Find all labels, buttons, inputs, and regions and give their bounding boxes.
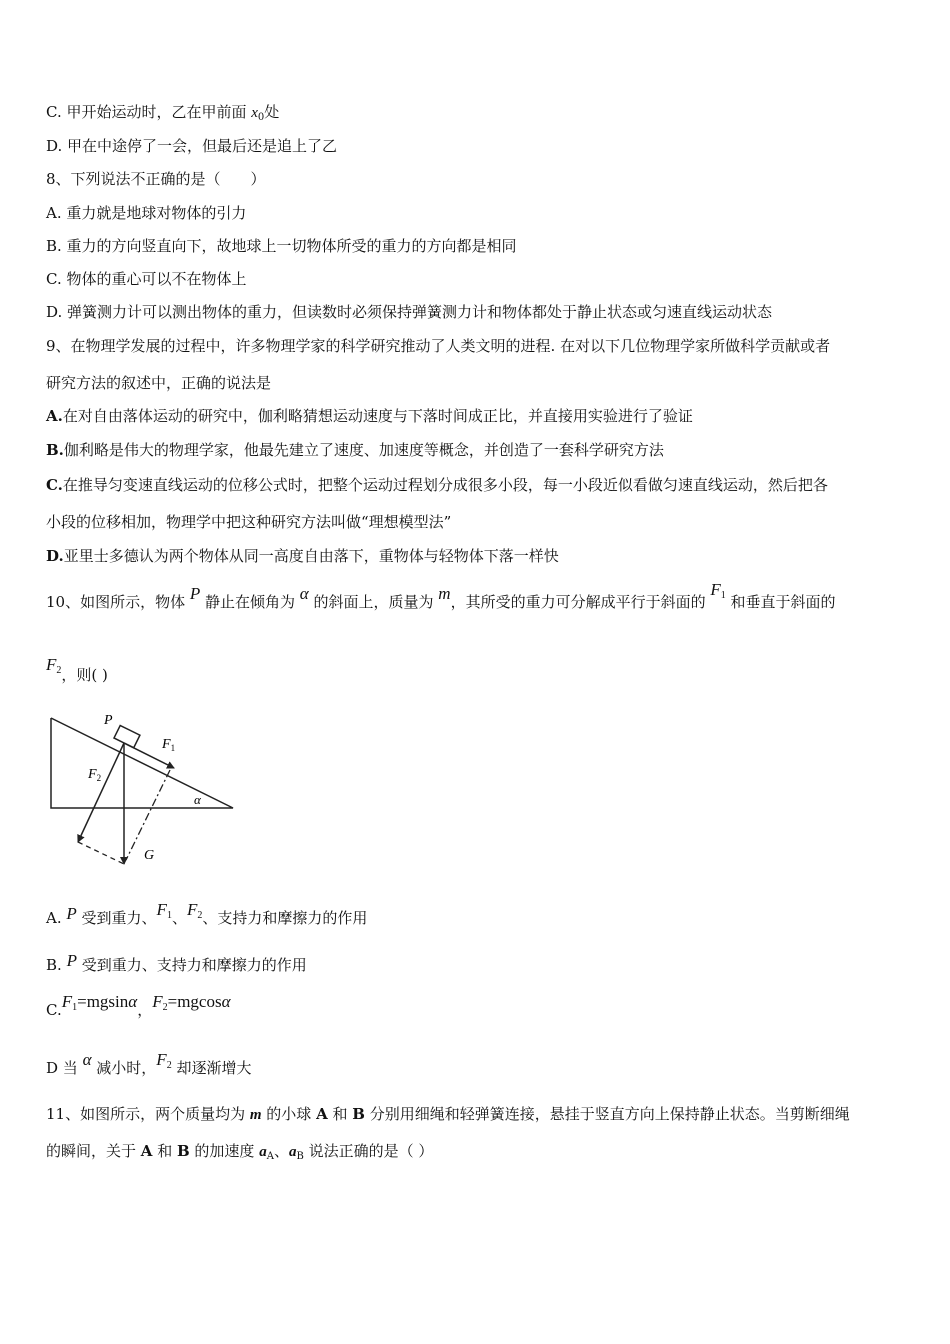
q10-option-b: B. P 受到重力、支持力和摩擦力的作用	[46, 951, 307, 974]
q9-stem-line-1: 9、在物理学发展的过程中，许多物理学家的科学研究推动了人类文明的进程. 在对以下几位物理学家所做科学贡献或者	[46, 337, 831, 355]
q9-option-b: B.伽利略是伟大的物理学家，他最先建立了速度、加速度等概念，并创造了一套科学研究方法	[46, 441, 664, 459]
q7-option-d: D. 甲在中途停了一会，但最后还是追上了乙	[46, 137, 338, 155]
q10-option-c: $C.F_1=mgsin\alpha$，$F_2=mgcos\alpha$	[46, 992, 231, 1019]
q10-option-d: D 当 α 减小时，$F_2$ 却逐渐增大	[46, 1050, 252, 1077]
incline-triangle	[51, 718, 233, 808]
q7-option-c: C. 甲开始运动时，乙在甲前面 $x_0$处	[46, 103, 280, 123]
q11-stem-line-1: 11、如图所示，两个质量均为 m 的小球 A 和 B 分别用细绳和轻弹簧连接，悬挂于竖直方向上保持静止状态。当剪断细绳	[46, 1105, 850, 1123]
label-f1: $F_1$	[162, 737, 176, 753]
q10-option-a: A. P 受到重力、$F_1$、$F_2$、支持力和摩擦力的作用	[46, 900, 368, 927]
label-p: P	[104, 713, 113, 728]
q10-stem-line-2: $F_2$，则( )	[46, 655, 108, 684]
q8-option-a: A. 重力就是地球对物体的引力	[46, 204, 247, 222]
q8-option-c: C. 物体的重心可以不在物体上	[46, 270, 247, 288]
q9-stem-line-2: 研究方法的叙述中，正确的说法是	[46, 374, 272, 392]
dashed-line-2	[126, 770, 170, 860]
q11-stem-line-2: 的瞬间，关于 A 和 B 的加速度 $a_A$、$a_B$ 说法正确的是（ ）	[46, 1142, 434, 1162]
q9-option-c-line-2: 小段的位移相加，物理学中把这种研究方法叫做“理想模型法”	[46, 513, 452, 531]
q9-option-d: D.亚里士多德认为两个物体从同一高度自由落下，重物体与轻物体下落一样快	[46, 547, 559, 565]
q8-option-b: B. 重力的方向竖直向下，故地球上一切物体所受的重力的方向都是相同	[46, 237, 517, 255]
q8-option-d: D. 弹簧测力计可以测出物体的重力，但读数时必须保持弹簧测力计和物体都处于静止状态或匀速直线运动状态	[46, 303, 773, 321]
f2-arrow	[78, 743, 124, 842]
dashed-line-1	[78, 842, 124, 864]
q10-stem-line-1: 10、如图所示，物体 P 静止在倾角为 α 的斜面上，质量为 m，其所受的重力可分解成平行于斜面的 $F_1$ 和垂直于斜面的	[46, 580, 836, 611]
label-alpha: α	[194, 792, 201, 807]
label-f2: $F_2$	[88, 767, 102, 783]
incline-force-diagram	[46, 708, 246, 873]
q8-stem: 8、下列说法不正确的是（ ）	[46, 170, 266, 188]
q9-option-c-line-1: C.在推导匀变速直线运动的位移公式时，把整个运动过程划分成很多小段，每一小段近似看做匀速直线运动，然后把各	[46, 476, 828, 494]
label-g: G	[144, 848, 155, 863]
q9-option-a: A.在对自由落体运动的研究中，伽利略猜想运动速度与下落时间成正比，并直接用实验进行了验证	[46, 407, 693, 425]
